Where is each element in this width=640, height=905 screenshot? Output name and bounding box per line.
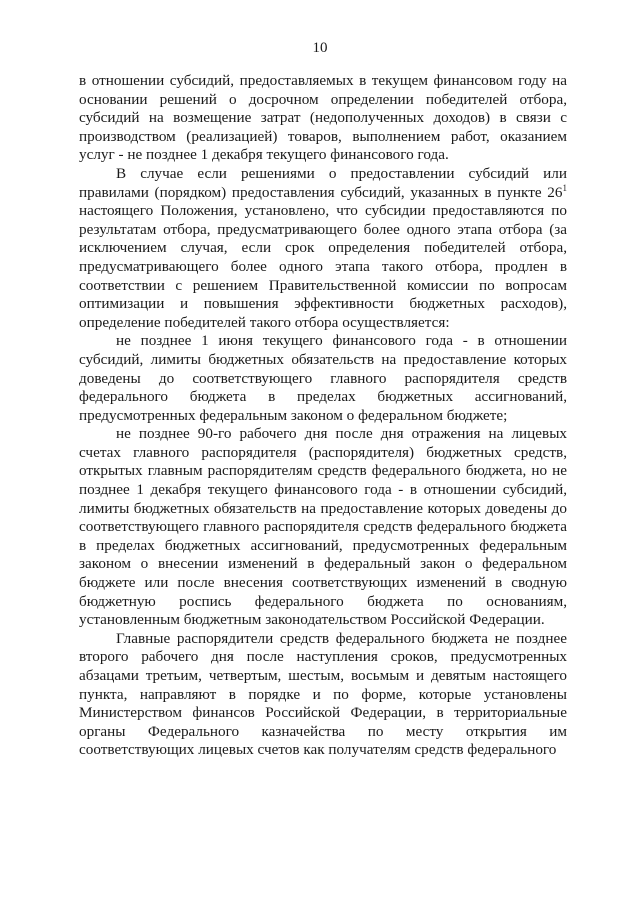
paragraph-deadline-90-days: не позднее 90-го рабочего дня после дня отражения на лицевых счетах главного распорядителя (распорядителя) бюджетных средств, открытых главным распорядителям средств федерального бюджета, но не позднее 1 декабря текущего финансового года - в отношении субсидий, лимиты бюджетных обязательств на предоставление которых доведены до соответствующего главного распорядителя средств федерального бюджета в пределах бюджетных ассигнований, предусмотренных федеральным законом о внесении изменений в федеральный закон о федеральном бюджете или после внесения соответствующих изменений в сводную бюджетную роспись федерального бюджета по основаниям, установленным бюджетным законодательством Российской Федерации.: [79, 425, 567, 629]
document-body: [79, 72, 567, 760]
paragraph-multistage-selection: [79, 165, 567, 332]
page-number: 10: [312, 40, 328, 56]
paragraph-text-after-footnote: настоящего Положения, установлено, что субсидии предоставляются по результатам отбора, предусматривающего более одного этапа отбора (за исключением случая, если срок определения победителей отбора, предусматривающего более одного этапа такого отбора, продлен в соответствии с решением Правительственной комиссии по вопросам оптимизации и повышения эффективности бюджетных расходов), определение победителей такого отбора осуществляется:: [79, 202, 567, 331]
paragraph-main-administrators: Главные распорядители средств федерального бюджета не позднее второго рабочего дня после наступления сроков, предусмотренных абзацами третьим, четвертым, шестым, восьмым и девятым настоящего пункта, направляют в порядке и по форме, которые установлены Министерством финансов Российской Федерации, в территориальные органы Федерального казначейства по месту открытия им соответствующих лицевых счетов как получателям средств федерального: [79, 629, 567, 759]
superscript-index: 1: [562, 182, 567, 193]
paragraph-text-before-footnote: В случае если решениями о предоставлении субсидий или правилами (порядком) предоставления субсидий, указанных в пункте 26: [79, 164, 567, 201]
paragraph-subsidies-advance: в отношении субсидий, предоставляемых в текущем финансовом году на основании решений о досрочном определении победителей отбора, субсидий на возмещение затрат (недополученных доходов) в связи с производством (реализацией) товаров, выполнением работ, оказанием услуг - не позднее 1 декабря текущего финансового года.: [79, 72, 567, 164]
paragraph-deadline-june: не позднее 1 июня текущего финансового года - в отношении субсидий, лимиты бюджетных обязательств на предоставление которых доведены до соответствующего главного распорядителя средств федерального бюджета в пределах бюджетных ассигнований, предусмотренных федеральным законом о федеральном бюджете;: [79, 332, 567, 424]
